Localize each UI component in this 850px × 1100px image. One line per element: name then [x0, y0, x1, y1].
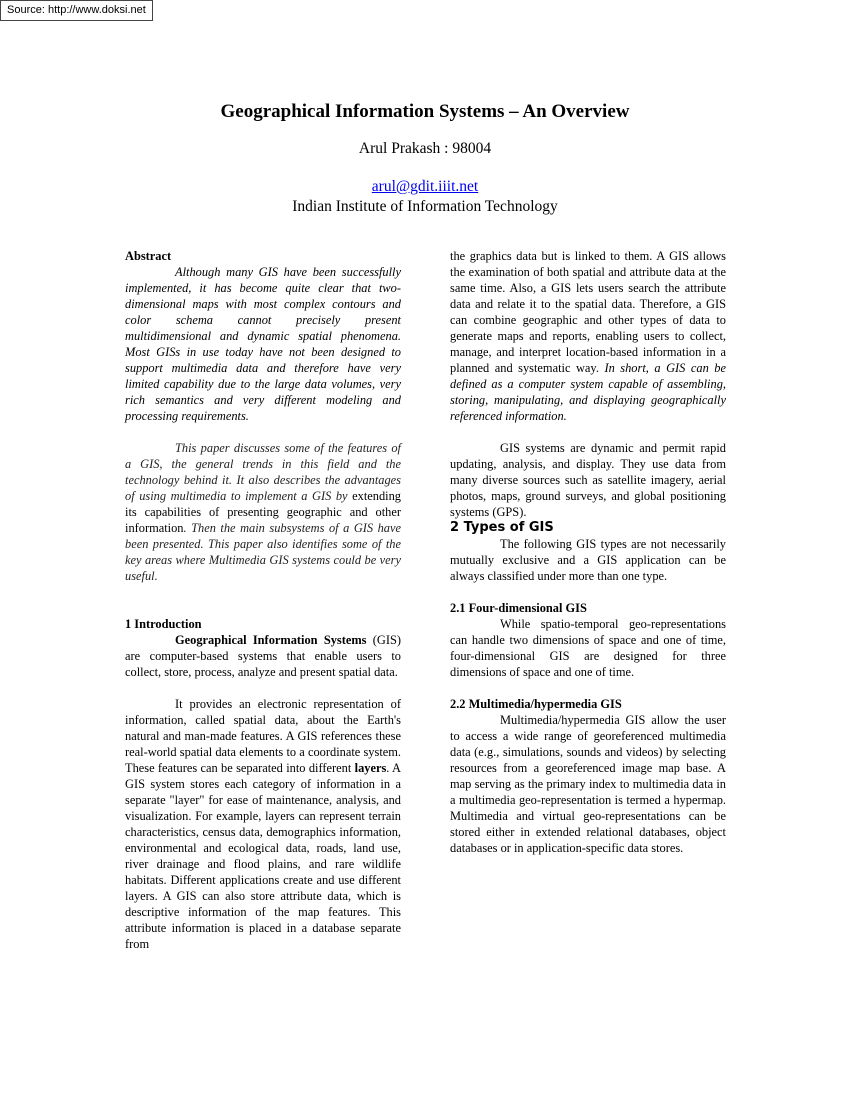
section-2-2-paragraph: Multimedia/hypermedia GIS allow the user to access a wide range of georeferenced multimedia data (e.g., simulations, sounds and videos) by selecting resources from a georeferenced image map base. A map serving as the primary index to multimedia data in a multimedia geo-representation is termed a hypermap. Multimedia and virtual geo-representations can be stored either in extended relational databases, object databases or in application-specific data stores.: [450, 713, 726, 855]
intro-paragraph-2: [125, 696, 401, 952]
email-line: [0, 177, 850, 197]
intro-p3-italic: In short, a GIS can be defined as a computer system capable of assembling, storing, manipulating, and displaying geographically referenced information.: [450, 361, 726, 423]
intro-heading: 1 Introduction: [125, 617, 202, 631]
source-label: Source: http://www.doksi.net: [0, 0, 153, 21]
intro-p2-part-b: . A GIS system stores each category of information in a separate "layer" for ease of maintenance, analysis, and visualization. For example, layers can represent terrain characteristics, census data, demographics information, environmental and ecological data, roads, land use, river drainage and flood plains, and rare wildlife habitats. Different applications create and use different layers. A GIS can also store attribute data, which is descriptive information of the map features. This attribute information is placed in a database separate from: [125, 761, 401, 951]
types-paragraph-1: The following GIS types are not necessarily mutually exclusive and a GIS application can be always classified under more than one type.: [450, 537, 726, 583]
intro-paragraph-1: [125, 632, 401, 680]
right-column: [450, 248, 726, 856]
abstract-p2-part-c: . Then the main subsystems of a GIS have been presented. This paper also identifies some of the key areas where Multimedia GIS systems could be very useful.: [125, 521, 401, 583]
institute-line: Indian Institute of Information Technology: [292, 198, 558, 215]
author-line: Arul Prakash : 98004: [358, 140, 492, 157]
types-heading: 2 Types of GIS: [450, 520, 554, 535]
intro-paragraph-4: GIS systems are dynamic and permit rapid updating, analysis, and display. They use data from many diverse sources such as satellite imagery, aerial photos, maps, ground surveys, and global positioning systems (GPS).: [450, 441, 726, 519]
intro-p2-part-a: It provides an electronic representation of information, called spatial data, about the Earth's natural and man-made features. A GIS references these real-world spatial data elements to a coordinate system. These features can be separated into different: [125, 697, 401, 775]
section-2-1-heading: 2.1 Four-dimensional GIS: [450, 601, 587, 615]
abstract-paragraph-1: Although many GIS have been successfully implemented, it has become quite clear that two-dimensional maps with most complex contours and color schema cannot precisely present multidimensional and dynamic spatial phenomena. Most GISs in use today have not been designed to support multimedia data and therefore have very limited capability due to the large data volumes, very rich semantics and very different modeling and processing requirements.: [125, 265, 401, 423]
intro-p3-part-a: the graphics data but is linked to them. A GIS allows the examination of both spatial and attribute data at the same time. Also, a GIS lets users search the attribute data and relate it to the spatial data. Therefore, a GIS can combine geographic and other types of data to generate maps and reports, enabling users to collect, manage, and interpret location-based information in a planned and systematic way.: [450, 249, 726, 375]
intro-p1-bold: Geographical Information Systems: [175, 633, 367, 647]
paper-title: Geographical Information Systems – An Overview: [220, 101, 630, 122]
left-column: [125, 248, 401, 952]
email-link[interactable]: arul@gdit.iiit.net: [371, 178, 479, 195]
abstract-p2-part-a: This paper discusses some of the features of a GIS, the general trends in this field and the technology behind it. It also describes the advantages of using multimedia to implement a GIS by: [125, 441, 401, 503]
abstract-heading: Abstract: [125, 249, 172, 263]
section-2-1-paragraph: While spatio-temporal geo-representations can handle two dimensions of space and one of time, four-dimensional GIS are designed for three dimensions of space and one of time.: [450, 617, 726, 679]
section-2-2-heading: 2.2 Multimedia/hypermedia GIS: [450, 697, 622, 711]
intro-paragraph-3: [450, 248, 726, 424]
intro-p2-bold: layers: [354, 761, 387, 775]
abstract-p2-part-b: extending its capabilities of presenting geographic and other information: [125, 489, 401, 535]
intro-p1-rest: (GIS) are computer-based systems that enable users to collect, store, process, analyze and present spatial data.: [125, 633, 401, 679]
abstract-paragraph-2: [125, 440, 401, 584]
